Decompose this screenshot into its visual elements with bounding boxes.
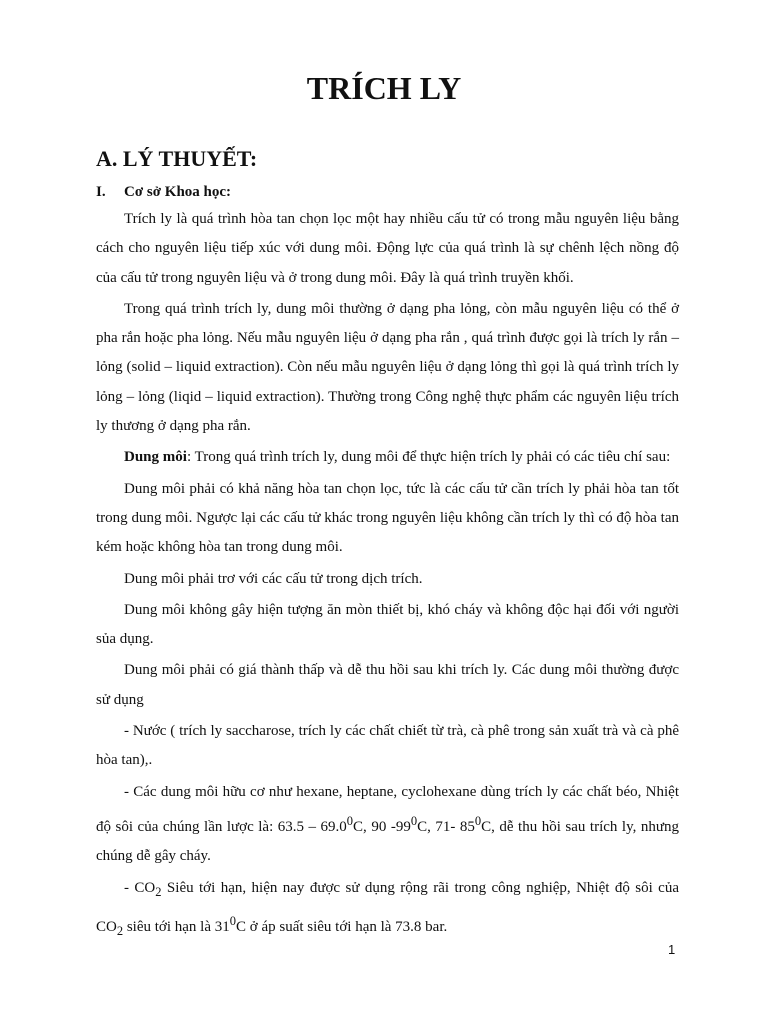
solvent-criteria-text: : Trong quá trình trích ly, dung môi để thực hiện trích ly phải có các tiêu chí sau: <box>186 449 671 466</box>
section-heading-a: A. LÝ THUYẾT: <box>96 146 258 171</box>
list-item-co2: - $CO_2$ Siêu tới hạn, hiện nay được sử dụng rộng rãi trong công nghiệp, Nhiệt độ sôi của $CO_2$ siêu tới hạn là $31^0C$ ở áp suất siêu tới hạn là 73.8 bar. <box>96 879 679 938</box>
paragraph-cost: Dung môi phải có giá thành thấp và dễ thu hồi sau khi trích ly. Các dung môi thường được sử dụng <box>96 662 679 708</box>
subsection-number: I. <box>96 184 106 200</box>
paragraph-solvent-criteria <box>96 443 679 472</box>
paragraph-phases: Trong quá trình trích ly, dung môi thường ở dạng pha lỏng, còn mẫu nguyên liệu có thể ở pha rắn hoặc pha lỏng. Nếu mẫu nguyên liệu ở dạng pha rắn , quá trình được gọi là trích ly rắn – lỏng (solid – liquid extraction). Còn nếu mẫu nguyên liệu ở dạng lỏng thì gọi là quá trình trích ly lỏng – lỏng (liqid – liquid extraction). Thường trong Công nghệ thực phẩm các nguyên liệu trích ly thương ở dạng pha rắn. <box>96 300 679 435</box>
paragraph-definition: Trích ly là quá trình hòa tan chọn lọc một hay nhiều cấu tử có trong mẫu nguyên liệu bằng cách cho nguyên liệu tiếp xúc với dung môi. Động lực của quá trình là sự chênh lệch nồng độ của cấu tử trong nguyên liệu và ở trong dung môi. Đây là quá trình truyền khối. <box>96 211 679 286</box>
document-body <box>96 205 679 946</box>
document-title: TRÍCH LY <box>306 70 462 106</box>
subsection-label: Cơ sở Khoa học: <box>124 184 232 200</box>
paragraph-selectivity: Dung môi phải có khả năng hòa tan chọn lọc, tức là các cấu tử cần trích ly phải hòa tan tốt trong dung môi. Ngược lại các cấu tử khác trong nguyên liệu không cần trích ly thì có độ hòa tan kém hoặc không hòa tan trong dung môi. <box>96 480 679 556</box>
paragraph-safety: Dung môi không gây hiện tượng ăn mòn thiết bị, khó cháy và không độc hại đối với người sủa dụng. <box>96 601 679 648</box>
subsection-heading <box>96 184 231 201</box>
list-item-water: - Nước ( trích ly saccharose, trích ly các chất chiết từ trà, cà phê trong sản xuất trà và cà phê hòa tan),. <box>96 723 679 769</box>
solvent-term: Dung môi <box>124 449 187 466</box>
paragraph-inert: Dung môi phải trơ với các cấu tử trong dịch trích. <box>124 570 423 587</box>
list-item-organic-solvents: - Các dung môi hữu cơ như hexane, heptane, cyclohexane dùng trích ly các chất béo, Nhiệt độ sôi của chúng lần lược là: 63.5 – 69.0$^0$C, 90 $-99^0C$, 71- $85^0C$, dễ thu hồi sau trích ly, nhưng chúng dễ gây cháy. <box>96 783 680 865</box>
page-number: 1 <box>668 942 676 957</box>
